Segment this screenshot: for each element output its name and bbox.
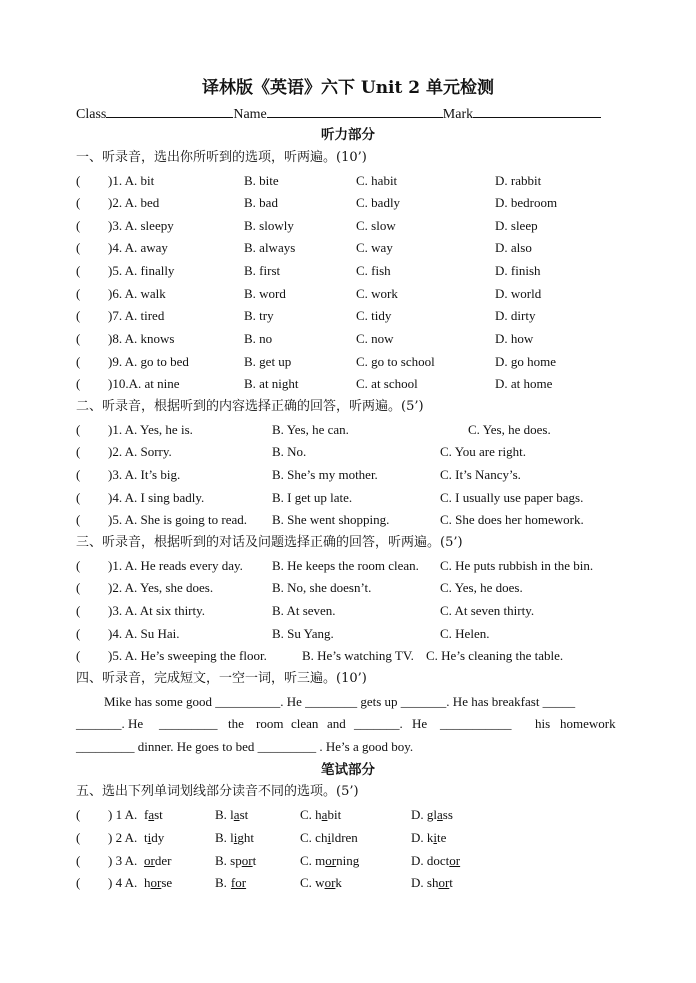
question-row xyxy=(76,443,636,461)
answer-paren[interactable]: ( xyxy=(76,376,81,391)
passage-fragment: room xyxy=(256,716,284,731)
word-part: t xyxy=(252,853,257,868)
underlined-letters: a xyxy=(437,807,443,822)
answer-paren[interactable]: ( xyxy=(76,331,81,346)
option-b xyxy=(215,852,256,870)
word-part: se xyxy=(161,875,173,890)
option-b: B. She went shopping. xyxy=(272,512,390,527)
answer-paren[interactable]: ( xyxy=(76,512,81,527)
word-part: dy xyxy=(151,830,165,845)
mark-label: Mark xyxy=(442,107,474,122)
underlined-letters: or xyxy=(150,875,162,890)
option-d xyxy=(411,806,453,824)
option-c: C. It’s Nancy’s. xyxy=(440,467,521,482)
word-part: der xyxy=(154,853,172,868)
page-title: 译林版《英语》六下 Unit 2 单元检测 xyxy=(201,78,495,98)
underlined-letters: i xyxy=(433,830,438,845)
class-blank[interactable] xyxy=(106,103,233,118)
section-2-heading: 二、听录音，根据听到的内容选择正确的回答，听两遍。(5’) xyxy=(76,399,424,414)
underlined-letters: or xyxy=(144,853,155,868)
word-part: C. w xyxy=(300,875,325,890)
option-d: D. bedroom xyxy=(495,195,558,210)
answer-paren[interactable]: ( xyxy=(76,173,81,188)
word-part: ss xyxy=(442,807,453,822)
question-row xyxy=(76,829,636,847)
question-row xyxy=(76,421,636,439)
answer-paren[interactable]: ( xyxy=(76,467,81,482)
answer-paren[interactable]: ( xyxy=(76,580,81,595)
option-a: )3. A. At six thirty. xyxy=(108,603,206,618)
word-part: D. gl xyxy=(411,807,437,822)
section-5-heading: 五、选出下列单词划线部分读音不同的选项。(5’) xyxy=(76,784,359,799)
word-part: B. l xyxy=(215,830,234,845)
name-blank[interactable] xyxy=(267,103,443,118)
option-b: B. He’s watching TV. xyxy=(302,648,414,663)
question-row xyxy=(76,806,636,824)
mark-blank[interactable] xyxy=(473,103,601,118)
option-b: B. slowly xyxy=(244,218,294,233)
option-d: D. go home xyxy=(495,354,557,369)
name-label: Name xyxy=(233,107,267,122)
question-row xyxy=(76,874,636,892)
option-b: B. He keeps the room clean. xyxy=(272,558,419,573)
word-part: bit xyxy=(327,807,342,822)
question-number: ) 2 A. xyxy=(108,830,138,845)
option-b: B. first xyxy=(244,263,281,278)
question-row xyxy=(76,852,636,870)
option-d: D. dirty xyxy=(495,308,536,323)
question-row xyxy=(76,557,636,575)
option-a: )8. A. knows xyxy=(108,331,175,346)
option-c: C. now xyxy=(356,331,394,346)
passage-line-3: _________ dinner. He goes to bed _________ . He’s a good boy. xyxy=(76,739,414,754)
answer-paren[interactable]: ( xyxy=(76,875,81,890)
underlined-letters: a xyxy=(233,807,240,822)
answer-paren[interactable]: ( xyxy=(76,444,81,459)
word-part: te xyxy=(437,830,447,845)
question-number: ) 4 A. xyxy=(108,875,138,890)
option-a: )2. A. bed xyxy=(108,195,160,210)
question-row xyxy=(76,647,636,665)
option-b: B. always xyxy=(244,240,296,255)
option-b xyxy=(215,829,254,847)
question-number: ) 3 A. xyxy=(108,853,138,868)
passage-fragment: clean xyxy=(291,716,319,731)
option-c: C. At seven thirty. xyxy=(440,603,535,618)
option-c: C. fish xyxy=(356,263,391,278)
option-b: B. Yes, he can. xyxy=(272,422,349,437)
question-row xyxy=(76,172,636,190)
option-b xyxy=(215,806,248,824)
option-b: B. word xyxy=(244,286,286,301)
question-row xyxy=(76,489,636,507)
option-b: B. no xyxy=(244,331,273,346)
passage-blank[interactable]: _______. xyxy=(354,716,403,731)
question-row xyxy=(76,307,636,325)
option-a: )2. A. Sorry. xyxy=(108,444,172,459)
option-b: B. At seven. xyxy=(272,603,336,618)
question-row xyxy=(76,353,636,371)
option-a xyxy=(144,829,164,847)
question-row xyxy=(76,579,636,597)
option-a xyxy=(144,806,163,824)
passage-fragment: _______. He xyxy=(76,716,144,731)
underlined-letters: i xyxy=(233,830,238,845)
option-a: )4. A. I sing badly. xyxy=(108,490,205,505)
underlined-letters: a xyxy=(321,807,328,822)
option-a xyxy=(144,874,172,892)
option-c: C. Yes, he does. xyxy=(468,422,551,437)
option-a: )7. A. tired xyxy=(108,308,165,323)
option-c xyxy=(300,806,341,824)
option-b: B. bite xyxy=(244,173,279,188)
answer-paren[interactable]: ( xyxy=(76,853,81,868)
underlined-letters: or xyxy=(449,853,461,868)
question-row xyxy=(76,285,636,303)
question-row xyxy=(76,262,636,280)
option-a: )1. A. Yes, he is. xyxy=(108,422,193,437)
passage-line-1: Mike has some good __________. He ________ gets up _______. He has breakfast _____ xyxy=(104,694,576,709)
underlined-letters: or xyxy=(438,875,450,890)
option-d: D. also xyxy=(495,240,532,255)
option-a xyxy=(144,852,171,870)
question-row xyxy=(76,466,636,484)
option-d: D. sleep xyxy=(495,218,538,233)
section-4-heading: 四、听录音，完成短文，一空一词，听三遍。(10’) xyxy=(76,671,367,686)
option-a: )3. A. sleepy xyxy=(108,218,174,233)
option-a: )5. A. finally xyxy=(108,263,175,278)
option-d: D. world xyxy=(495,286,542,301)
word-part: h xyxy=(144,875,151,890)
option-c: C. Yes, he does. xyxy=(440,580,523,595)
option-c: C. at school xyxy=(356,376,418,391)
word-part: t xyxy=(144,830,148,845)
passage-blank[interactable]: _________ xyxy=(159,716,218,731)
option-c: C. I usually use paper bags. xyxy=(440,490,584,505)
answer-paren[interactable]: ( xyxy=(76,830,81,845)
underlined-letters: or xyxy=(325,853,337,868)
question-row xyxy=(76,602,636,620)
option-b: B. I get up late. xyxy=(272,490,353,505)
word-part: C. ch xyxy=(300,830,328,845)
option-c: C. She does her homework. xyxy=(440,512,584,527)
option-b: B. No, she doesn’t. xyxy=(272,580,372,595)
word-part: st xyxy=(154,807,163,822)
answer-paren[interactable]: ( xyxy=(76,263,81,278)
word-part: D. k xyxy=(411,830,434,845)
option-b: B. Su Yang. xyxy=(272,626,334,641)
word-part: k xyxy=(335,875,342,890)
word-part: B. sp xyxy=(215,853,242,868)
question-number: ) 1 A. xyxy=(108,807,138,822)
option-c: C. go to school xyxy=(356,354,435,369)
option-c: C. way xyxy=(356,240,393,255)
question-row xyxy=(76,330,636,348)
word-part: C. m xyxy=(300,853,326,868)
option-c: C. habit xyxy=(356,173,398,188)
passage-fragment: and xyxy=(327,716,346,731)
option-b: B. try xyxy=(244,308,274,323)
word-part: D. doct xyxy=(411,853,450,868)
option-c: C. tidy xyxy=(356,308,392,323)
section-1-heading: 一、听录音，选出你所听到的选项，听两遍。(10’) xyxy=(76,150,367,165)
question-row xyxy=(76,217,636,235)
writing-part-header: 笔试部分 xyxy=(321,762,375,778)
word-part: ght xyxy=(237,830,255,845)
word-part: B. xyxy=(215,875,227,890)
option-c xyxy=(300,829,358,847)
option-a: )10.A. at nine xyxy=(108,376,180,391)
answer-paren[interactable]: ( xyxy=(76,354,81,369)
option-c: C. Helen. xyxy=(440,626,490,641)
answer-paren[interactable]: ( xyxy=(76,286,81,301)
listening-part-header: 听力部分 xyxy=(321,127,375,143)
word-part: ldren xyxy=(331,830,358,845)
word-part: t xyxy=(449,875,453,890)
answer-paren[interactable]: ( xyxy=(76,626,81,641)
answer-paren[interactable]: ( xyxy=(76,240,81,255)
answer-paren[interactable]: ( xyxy=(76,308,81,323)
option-b: B. She’s my mother. xyxy=(272,467,378,482)
passage-fragment: homework xyxy=(560,716,616,731)
passage-fragment: He xyxy=(412,716,428,731)
underlined-letters: i xyxy=(327,830,332,845)
option-d: D. how xyxy=(495,331,534,346)
class-label: Class xyxy=(76,107,107,122)
underlined-letters: a xyxy=(148,807,155,822)
option-b: B. at night xyxy=(244,376,299,391)
option-b: B. bad xyxy=(244,195,278,210)
option-a: )4. A. Su Hai. xyxy=(108,626,180,641)
option-c: C. You are right. xyxy=(440,444,526,459)
underlined-letters: or xyxy=(241,853,253,868)
word-part: ning xyxy=(336,853,360,868)
question-row xyxy=(76,194,636,212)
option-d: D. finish xyxy=(495,263,541,278)
answer-paren[interactable]: ( xyxy=(76,490,81,505)
underlined-letters: i xyxy=(147,830,152,845)
option-a: )9. A. go to bed xyxy=(108,354,189,369)
option-d: D. at home xyxy=(495,376,553,391)
option-a: )5. A. He’s sweeping the floor. xyxy=(108,648,267,663)
answer-paren[interactable]: ( xyxy=(76,218,81,233)
option-d xyxy=(411,852,460,870)
answer-paren[interactable]: ( xyxy=(76,422,81,437)
option-c: C. work xyxy=(356,286,398,301)
word-part: D. sh xyxy=(411,875,439,890)
option-d xyxy=(411,829,446,847)
underlined-letters: or xyxy=(324,875,336,890)
option-c: C. slow xyxy=(356,218,396,233)
answer-paren[interactable]: ( xyxy=(76,603,81,618)
question-row xyxy=(76,239,636,257)
option-a: )6. A. walk xyxy=(108,286,166,301)
question-row xyxy=(76,375,636,393)
option-c: C. He’s cleaning the table. xyxy=(426,648,564,663)
section-3-heading: 三、听录音，根据听到的对话及问题选择正确的回答，听两遍。(5’) xyxy=(76,535,463,550)
option-b: B. get up xyxy=(244,354,292,369)
answer-paren[interactable]: ( xyxy=(76,558,81,573)
answer-paren[interactable]: ( xyxy=(76,648,81,663)
option-c xyxy=(300,852,359,870)
question-row xyxy=(76,625,636,643)
option-c: C. He puts rubbish in the bin. xyxy=(440,558,594,573)
question-row xyxy=(76,511,636,529)
underlined-letters: for xyxy=(230,875,247,890)
option-d: D. rabbit xyxy=(495,173,542,188)
student-info-line xyxy=(76,103,620,121)
word-part: f xyxy=(144,807,149,822)
option-b: B. No. xyxy=(272,444,307,459)
option-a: )4. A. away xyxy=(108,240,168,255)
passage-fragment: his xyxy=(535,716,551,731)
option-c xyxy=(300,874,342,892)
option-a: )3. A. It’s big. xyxy=(108,467,181,482)
passage-blank[interactable]: ___________ xyxy=(440,716,512,731)
answer-paren[interactable]: ( xyxy=(76,195,81,210)
passage-fragment: the xyxy=(228,716,244,731)
word-part: B. l xyxy=(215,807,234,822)
answer-paren[interactable]: ( xyxy=(76,807,81,822)
option-a: )1. A. bit xyxy=(108,173,155,188)
option-b xyxy=(215,874,246,892)
option-c: C. badly xyxy=(356,195,401,210)
word-part: C. h xyxy=(300,807,322,822)
word-part: st xyxy=(239,807,249,822)
option-a: )5. A. She is going to read. xyxy=(108,512,248,527)
option-a: )2. A. Yes, she does. xyxy=(108,580,214,595)
option-d xyxy=(411,874,453,892)
option-a: )1. A. He reads every day. xyxy=(108,558,243,573)
